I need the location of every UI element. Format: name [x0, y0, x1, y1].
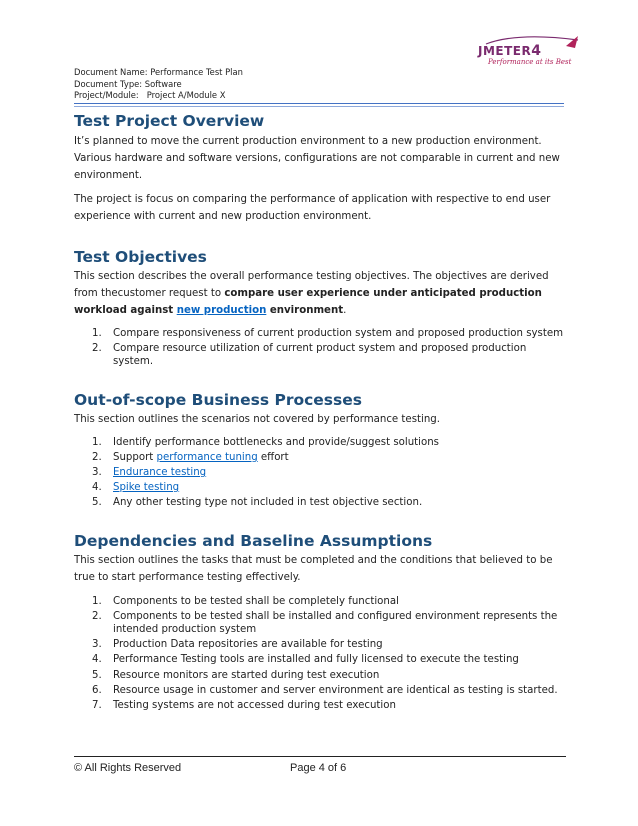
- list-item: 4. Spike testing: [92, 482, 180, 494]
- list-item: 2. Support performance tuning effort: [92, 451, 289, 463]
- new-production-link[interactable]: new production: [176, 305, 267, 316]
- list-item: 2. Components to be tested shall be installed and configured environment represents the intended production system: [92, 610, 558, 636]
- footer-copyright: © All Rights Reserved: [74, 762, 182, 774]
- out-of-scope-intro: This section outlines the scenarios not covered by performance testing.: [74, 413, 440, 425]
- document-type: Document Type: Software: [74, 78, 182, 89]
- list-item: 2. Compare resource utilization of current product system and proposed production system.: [92, 343, 527, 368]
- document-name: Document Name: Performance Test Plan: [74, 67, 243, 77]
- spike-testing-link[interactable]: Spike testing: [113, 482, 180, 494]
- logo-text: JMETER4: [478, 43, 542, 59]
- dependencies-intro: This section outlines the tasks that must be completed and the conditions that believed to be true to start performance testing effectively.: [74, 554, 553, 583]
- list-item: 6. Resource usage in customer and server environment are identical as testing is started.: [92, 684, 558, 696]
- out-of-scope-heading: Out-of-scope Business Processes: [74, 390, 362, 409]
- header-divider-thin: [74, 106, 564, 107]
- list-item: 3. Endurance testing: [92, 467, 207, 479]
- list-item: 7. Testing systems are not accessed during test execution: [92, 700, 396, 712]
- overview-paragraph-2: The project is focus on comparing the performance of application with respective to end user experience with current and new production environment.: [74, 194, 551, 222]
- objectives-intro: [74, 268, 566, 319]
- dependencies-list: [74, 595, 566, 713]
- objectives-intro-text: This section describes the overall performance testing objectives. The objectives are derived from thecustomer request to: [74, 271, 549, 299]
- list-item: 5. Resource monitors are started during test execution: [92, 669, 380, 681]
- header-divider: [74, 103, 564, 104]
- list-item: 5. Any other testing type not included in test objective section.: [92, 497, 423, 509]
- dependencies-heading: Dependencies and Baseline Assumptions: [74, 531, 433, 550]
- footer-divider: [74, 756, 566, 757]
- jmeter-logo: [478, 34, 588, 74]
- objectives-intro-bold: compare user experience under anticipated production workload against: [74, 288, 542, 316]
- objectives-intro-end: .: [343, 305, 347, 316]
- footer-page-number: Page 4 of 6: [290, 762, 347, 774]
- page-content: [74, 108, 566, 714]
- performance-tuning-link[interactable]: performance tuning: [156, 451, 258, 463]
- objectives-list: [74, 327, 566, 369]
- document-header: [74, 67, 243, 102]
- objectives-heading: Test Objectives: [74, 248, 207, 266]
- endurance-testing-link[interactable]: Endurance testing: [113, 467, 207, 479]
- list-item: 1. Components to be tested shall be completely functional: [92, 595, 399, 607]
- logo-tagline: Performance at its Best: [488, 58, 572, 66]
- list-item: 1. Identify performance bottlenecks and provide/suggest solutions: [92, 436, 439, 448]
- list-item: 4. Performance Testing tools are installed and fully licensed to execute the testing: [92, 654, 519, 666]
- project-module: Project/Module: Project A/Module X: [74, 90, 226, 101]
- list-item: 3. Production Data repositories are available for testing: [92, 639, 383, 651]
- out-of-scope-list: [74, 436, 566, 510]
- overview-paragraph-1: It’s planned to move the current production environment to a new production environment. Various hardware and software versions, configurations are not comparable in current and new environment.: [74, 136, 560, 181]
- objectives-intro-bold-end: environment: [266, 305, 344, 316]
- list-item: 1. Compare responsiveness of current production system and proposed production system: [92, 328, 564, 339]
- overview-heading: Test Project Overview: [74, 112, 265, 130]
